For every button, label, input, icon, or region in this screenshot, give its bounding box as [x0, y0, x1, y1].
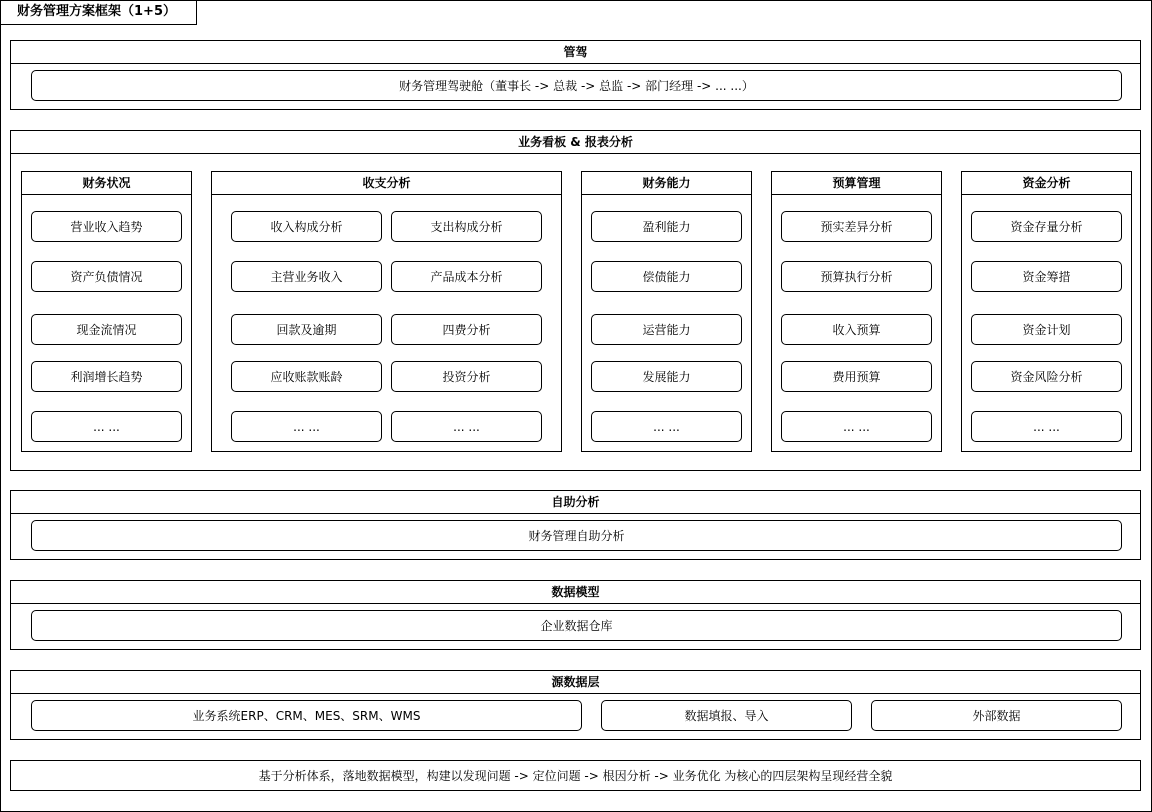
source-data-entry[interactable]: 数据填报、导入 [601, 700, 852, 731]
diagram-title: 财务管理方案框架（1+5） [1, 1, 197, 25]
analysis-item[interactable]: 主营业务收入 [231, 261, 382, 292]
self-service-panel [10, 490, 1141, 560]
analysis-item[interactable]: 费用预算 [781, 361, 932, 392]
analysis-item[interactable]: 收入预算 [781, 314, 932, 345]
group-title: 收支分析 [212, 172, 561, 195]
data-model-header: 数据模型 [11, 581, 1140, 604]
analysis-item-more[interactable]: ... ... [591, 411, 742, 442]
analysis-item[interactable]: 四费分析 [391, 314, 542, 345]
analysis-item-more[interactable]: ... ... [781, 411, 932, 442]
analysis-item[interactable]: 投资分析 [391, 361, 542, 392]
analysis-item-more[interactable]: ... ... [31, 411, 182, 442]
cockpit-item[interactable]: 财务管理驾驶舱（董事长 -> 总裁 -> 总监 -> 部门经理 -> ... ...） [31, 70, 1122, 101]
self-service-header: 自助分析 [11, 491, 1140, 514]
analysis-item-more[interactable]: ... ... [391, 411, 542, 442]
source-external-data[interactable]: 外部数据 [871, 700, 1122, 731]
analysis-item[interactable]: 利润增长趋势 [31, 361, 182, 392]
source-data-header: 源数据层 [11, 671, 1140, 694]
footer-summary: 基于分析体系，落地数据模型，构建以发现问题 -> 定位问题 -> 根因分析 -> 业务优化 为核心的四层架构呈现经营全貌 [10, 760, 1141, 791]
analysis-item[interactable]: 资金筹措 [971, 261, 1122, 292]
analysis-item[interactable]: 产品成本分析 [391, 261, 542, 292]
analysis-item[interactable]: 发展能力 [591, 361, 742, 392]
analysis-item[interactable]: 回款及逾期 [231, 314, 382, 345]
analysis-item[interactable]: 资金计划 [971, 314, 1122, 345]
analysis-item[interactable]: 资金风险分析 [971, 361, 1122, 392]
analysis-item[interactable]: 预算执行分析 [781, 261, 932, 292]
analysis-item[interactable]: 应收账款账龄 [231, 361, 382, 392]
dashboard-header: 业务看板 & 报表分析 [11, 131, 1140, 154]
data-warehouse-item[interactable]: 企业数据仓库 [31, 610, 1122, 641]
group-title: 资金分析 [962, 172, 1131, 195]
analysis-item-more[interactable]: ... ... [231, 411, 382, 442]
analysis-item[interactable]: 预实差异分析 [781, 211, 932, 242]
analysis-item[interactable]: 盈利能力 [591, 211, 742, 242]
group-title: 财务能力 [582, 172, 751, 195]
group-financial-capability [581, 171, 752, 452]
self-service-item[interactable]: 财务管理自助分析 [31, 520, 1122, 551]
analysis-item[interactable]: 支出构成分析 [391, 211, 542, 242]
analysis-item-more[interactable]: ... ... [971, 411, 1122, 442]
group-income-expense [211, 171, 562, 452]
group-title: 预算管理 [772, 172, 941, 195]
cockpit-panel [10, 40, 1141, 110]
group-budget-management [771, 171, 942, 452]
analysis-item[interactable]: 运营能力 [591, 314, 742, 345]
analysis-item[interactable]: 收入构成分析 [231, 211, 382, 242]
analysis-item[interactable]: 现金流情况 [31, 314, 182, 345]
source-business-systems[interactable]: 业务系统ERP、CRM、MES、SRM、WMS [31, 700, 582, 731]
group-fund-analysis [961, 171, 1132, 452]
group-title: 财务状况 [22, 172, 191, 195]
analysis-item[interactable]: 资金存量分析 [971, 211, 1122, 242]
source-data-panel [10, 670, 1141, 740]
analysis-item[interactable]: 营业收入趋势 [31, 211, 182, 242]
analysis-item[interactable]: 偿债能力 [591, 261, 742, 292]
cockpit-header: 管驾 [11, 41, 1140, 64]
analysis-item[interactable]: 资产负债情况 [31, 261, 182, 292]
dashboard-panel [10, 130, 1141, 471]
data-model-panel [10, 580, 1141, 650]
group-financial-status [21, 171, 192, 452]
